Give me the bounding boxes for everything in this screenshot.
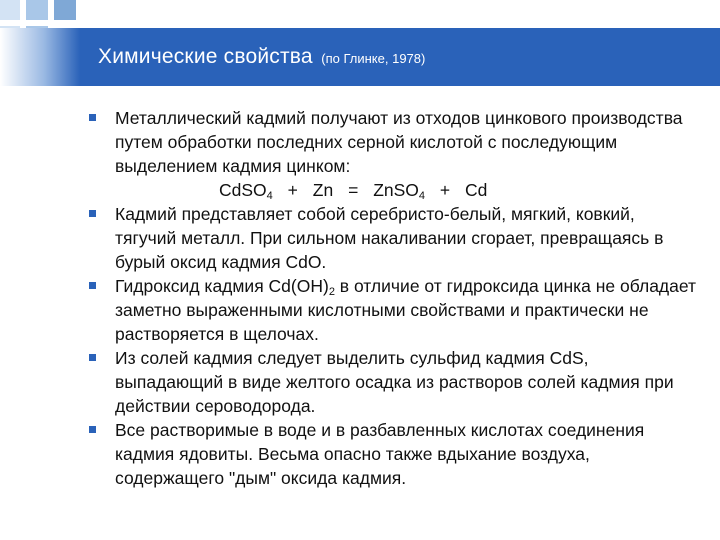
- formula-equals: =: [348, 180, 359, 200]
- formula-product-2: Cd: [465, 180, 488, 200]
- title-main: Химические свойства: [98, 45, 313, 68]
- decor-square: [0, 0, 20, 20]
- square-bullet-icon: [89, 426, 96, 433]
- title-bar-fade: [0, 28, 80, 86]
- formula-reactant-2: Zn: [312, 180, 334, 200]
- list-item: [88, 106, 698, 178]
- square-bullet-icon: [89, 114, 96, 121]
- bullet-list: [88, 106, 698, 490]
- bullet-text: Металлический кадмий получают из отходов цинкового производства путем обработки последних серной кислотой с последующим выделением кадмия цинком:: [115, 108, 683, 176]
- square-bullet-icon: [89, 282, 96, 289]
- bullet-text: Кадмий представляет собой серебристо-белый, мягкий, ковкий, тягучий металл. При сильном накаливании сгорает, превращаясь в бурый оксид кадмия CdO.: [115, 204, 664, 272]
- formula-plus: +: [439, 180, 451, 200]
- list-item: [88, 202, 698, 274]
- formula-product-1: ZnSO: [373, 180, 419, 200]
- decor-square: [54, 0, 76, 20]
- bullet-subscript: 2: [328, 286, 335, 298]
- title-subtitle: (по Глинке, 1978): [321, 51, 426, 66]
- bullet-text: Из солей кадмия следует выделить сульфид кадмия CdS, выпадающий в виде желтого осадка из растворов солей кадмия при действии сероводорода.: [115, 348, 674, 416]
- decor-square: [26, 0, 48, 20]
- reaction-equation: [88, 178, 698, 202]
- formula-subscript: 4: [418, 190, 426, 202]
- square-bullet-icon: [89, 354, 96, 361]
- formula-plus: +: [287, 180, 298, 200]
- formula-reactant-1: CdSO: [219, 180, 267, 200]
- formula-subscript: 4: [266, 190, 273, 202]
- list-item: [88, 274, 698, 346]
- square-bullet-icon: [89, 210, 96, 217]
- list-item: [88, 418, 698, 490]
- bullet-text: Все растворимые в воде и в разбавленных кислотах соединения кадмия ядовиты. Весьма опасно также вдыхание воздуха, содержащего "дым" оксида кадмия.: [115, 420, 645, 488]
- list-item: [88, 346, 698, 418]
- slide-title: [98, 28, 425, 86]
- bullet-text-continued: в отличие от гидроксида цинка не обладает заметно выраженными кислотными свойствами и практически не растворяется в щелочах.: [115, 276, 697, 344]
- bullet-text: Гидроксид кадмия Cd(OH): [115, 276, 329, 296]
